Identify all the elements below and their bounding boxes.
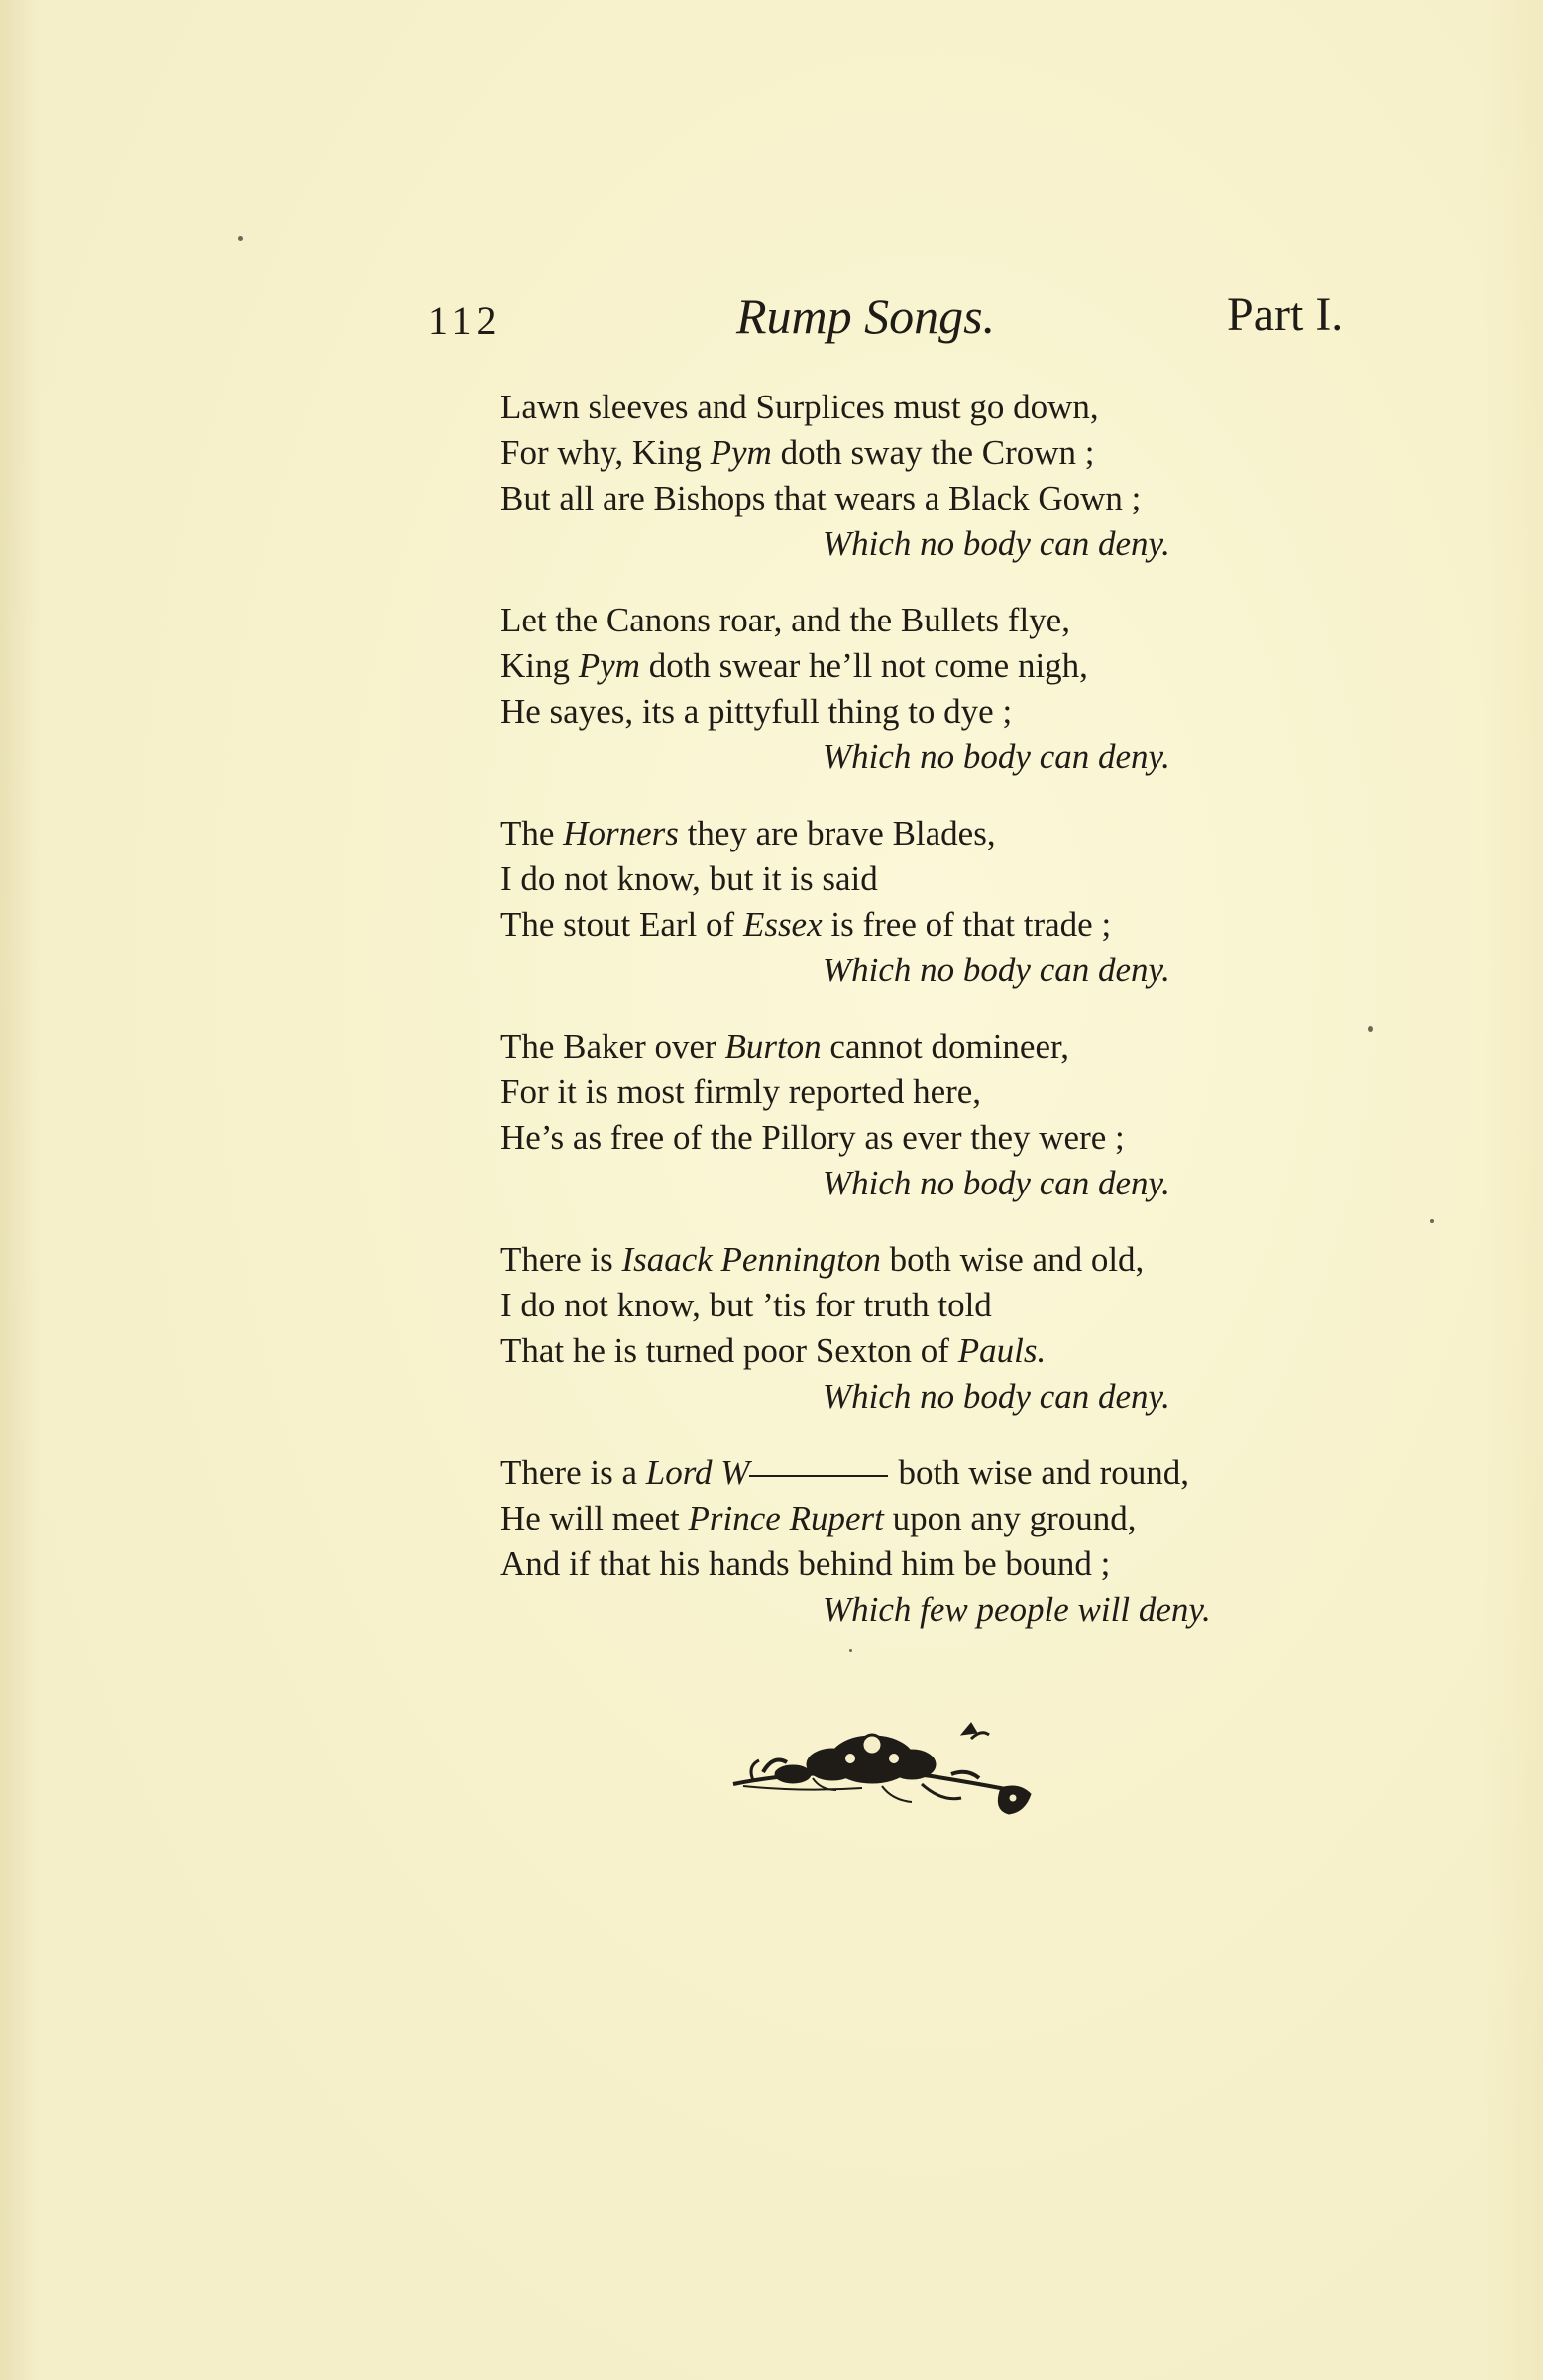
verse-text: That he is turned poor Sexton of (500, 1331, 958, 1370)
refrain-line: Which no body can deny. (823, 737, 1170, 776)
italic-name: Pym (710, 433, 772, 472)
refrain-line: Which no body can deny. (823, 524, 1170, 563)
verse-line: For it is most firmly reported here, (500, 1073, 982, 1111)
verse-line: And if that his hands behind him be bound ; (500, 1544, 1111, 1583)
page-number: 112 (428, 298, 501, 343)
part-label: Part I. (1227, 288, 1344, 341)
italic-name: Pym (578, 646, 640, 685)
verse-text: both wise and round, (898, 1453, 1190, 1492)
verse-text: The Baker over (500, 1027, 725, 1066)
verse-line (500, 430, 1392, 476)
refrain-line: Which few people will deny. (823, 1590, 1211, 1629)
verse-line: Lawn sleeves and Surplices must go down, (500, 388, 1099, 426)
verse-text: He will meet (500, 1499, 689, 1537)
verse-text: For why, King (500, 433, 711, 472)
italic-name: Horners (563, 814, 679, 852)
stanza (500, 1450, 1392, 1633)
verse-line: I do not know, but ’tis for truth told (500, 1286, 992, 1324)
italic-name: Lord W (645, 1453, 750, 1492)
verse-line (500, 1450, 1392, 1496)
italic-name: Pauls. (957, 1331, 1047, 1370)
verse-line (500, 1237, 1392, 1283)
verse-text: There is (500, 1240, 622, 1279)
stanza (500, 1237, 1392, 1419)
poem-body (500, 385, 1392, 1663)
italic-name: Isaack Pennington (621, 1240, 881, 1279)
stanza (500, 1024, 1392, 1206)
paper-speck (238, 236, 243, 241)
running-title: Rump Songs. (736, 288, 996, 344)
verse-text: The (500, 814, 564, 852)
verse-line: Let the Canons roar, and the Bullets flye, (500, 601, 1070, 639)
verse-line: But all are Bishops that wears a Black Gown ; (500, 479, 1142, 517)
stanza (500, 811, 1392, 993)
stanza (500, 385, 1392, 567)
verse-text: There is a (500, 1453, 646, 1492)
verse-line: I do not know, but it is said (500, 859, 878, 898)
italic-name: Burton (724, 1027, 822, 1066)
italic-name: Prince Rupert (688, 1499, 884, 1537)
verse-line (500, 1328, 1392, 1374)
verse-line: He sayes, its a pittyfull thing to dye ; (500, 692, 1013, 731)
verse-text: both wise and old, (880, 1240, 1145, 1279)
paper-speck (849, 1649, 852, 1652)
verse-text: The stout Earl of (500, 905, 743, 944)
refrain-line: Which no body can deny. (823, 1377, 1170, 1416)
long-dash-rule (749, 1475, 888, 1477)
verse-text: cannot domineer, (821, 1027, 1069, 1066)
verse-line: He’s as free of the Pillory as ever they were ; (500, 1118, 1125, 1157)
refrain-line: Which no body can deny. (823, 951, 1170, 989)
verse-line (500, 1024, 1392, 1070)
paper-speck (1368, 1026, 1373, 1032)
verse-text: they are brave Blades, (678, 814, 996, 852)
verse-line (500, 643, 1392, 689)
verse-text: King (500, 646, 579, 685)
verse-line (500, 1496, 1392, 1541)
stanza (500, 598, 1392, 780)
refrain-line: Which no body can deny. (823, 1164, 1170, 1202)
verse-line (500, 811, 1392, 856)
verse-text: doth swear he’ll not come nigh, (639, 646, 1088, 685)
floral-tailpiece-icon (723, 1715, 1070, 1844)
italic-name: Essex (742, 905, 823, 944)
verse-text: is free of that trade ; (822, 905, 1112, 944)
paper-speck (1430, 1219, 1434, 1223)
verse-text: doth sway the Crown ; (771, 433, 1095, 472)
verse-text: upon any ground, (883, 1499, 1137, 1537)
running-header (0, 287, 1543, 367)
verse-line (500, 902, 1392, 948)
